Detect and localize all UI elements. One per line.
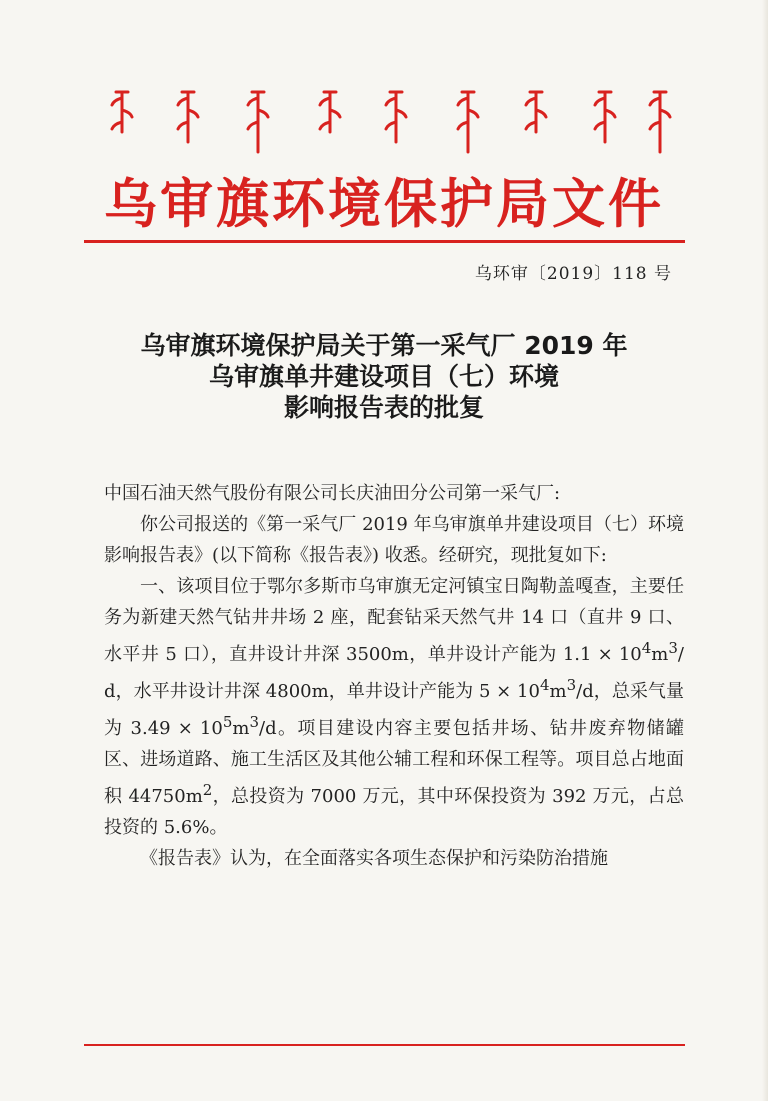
document-number: 乌环审〔2019〕118 号	[474, 264, 672, 284]
organization-title: 乌审旗环境保护局文件	[104, 174, 664, 235]
header-red-rule	[84, 240, 685, 243]
superscript: 5	[222, 713, 233, 731]
mongolian-word	[112, 92, 132, 132]
paragraph-2	[104, 571, 684, 843]
superscript: 2	[202, 781, 213, 799]
paragraph-2-text-a: 一、该项目位于鄂尔多斯市乌审旗无定河镇宝日陶勒盖嘎查，主要任务为新建天然气钻井井场 2 座，配套钻采天然气井 14 口（直井 9 口、水平井 5 口），直井设计井深 3500m，单井设计产能为 1.1 × 10	[104, 576, 684, 665]
superscript: 4	[539, 676, 550, 694]
paragraph-2-text-c: /d，水平井设计井深 4800m，单井设计产能为 5 × 10	[104, 644, 684, 702]
mongolian-word	[320, 92, 340, 132]
mongolian-word	[650, 92, 670, 152]
title-line-1: 乌审旗环境保护局关于第一采气厂 2019 年	[140, 331, 628, 360]
superscript: 3	[668, 639, 678, 657]
addressee: 中国石油天然气股份有限公司长庆油田分公司第一采气厂:	[104, 483, 561, 504]
mongolian-script-header	[100, 86, 680, 158]
mongolian-script-graphic	[100, 86, 680, 158]
paragraph-2-text-g: /d。项目建设内容主要包括井场、钻井废弃物储罐区、进场道路、施工生活区及其他公辅工程和环保工程等。项目总占地面积 44750m	[104, 718, 685, 807]
mongolian-word	[595, 92, 615, 142]
mongolian-word	[248, 92, 268, 152]
mongolian-word	[386, 92, 406, 142]
paragraph-2-text-b: m	[651, 644, 669, 665]
paragraph-2-text-d: m	[549, 681, 567, 702]
paragraph-2-text-h: ，总投资为 7000 万元，其中环保投资为 392 万元，占总投资的 5.6%。	[104, 786, 684, 838]
page-edge-shadow	[762, 0, 768, 1101]
mongolian-word	[178, 92, 198, 142]
paragraph-2-text-f: m	[232, 718, 250, 739]
mongolian-word	[458, 92, 478, 152]
paragraph-1: 你公司报送的《第一采气厂 2019 年乌审旗单井建设项目（七）环境影响报告表》(以下简称《报告表》) 收悉。经研究，现批复如下:	[104, 514, 684, 566]
paragraph-2-text-e: /d，总采气量为 3.49 × 10	[104, 681, 684, 739]
paragraph-3: 《报告表》认为，在全面落实各项生态保护和污染防治措施	[140, 848, 608, 869]
title-line-3: 影响报告表的批复	[283, 393, 484, 422]
document-body	[104, 478, 684, 874]
title-line-2: 乌审旗单井建设项目（七）环境	[208, 362, 559, 391]
mongolian-word	[526, 92, 546, 132]
superscript: 3	[249, 713, 260, 731]
document-title	[60, 330, 708, 423]
footer-red-rule	[84, 1044, 685, 1046]
superscript: 3	[566, 676, 577, 694]
superscript: 4	[641, 639, 652, 657]
